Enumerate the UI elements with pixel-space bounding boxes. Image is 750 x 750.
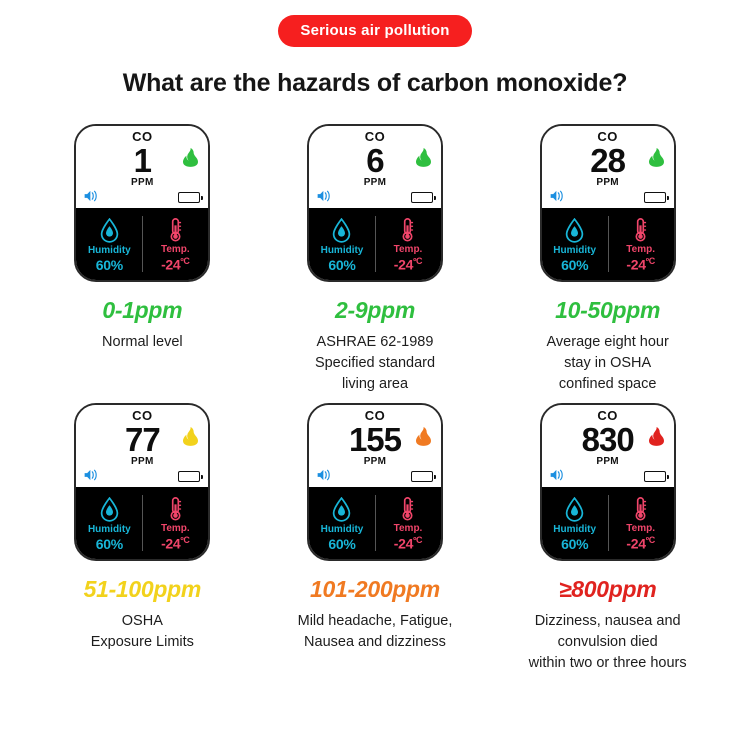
co-detector-device: [74, 124, 210, 282]
co-reading-value: 77: [124, 421, 160, 458]
battery-icon: [644, 471, 666, 482]
co-reading-value: 6: [366, 142, 384, 179]
hazard-description: [547, 332, 669, 395]
humidity-readout: [542, 208, 608, 280]
device-bottom-panel: [76, 487, 208, 559]
hazard-range-label: 0-1ppm: [102, 297, 183, 323]
co-label: CO: [132, 408, 153, 423]
status-badge: Serious air pollution: [278, 15, 471, 47]
temperature-readout: [608, 208, 674, 280]
ppm-unit-label: PPM: [596, 456, 619, 467]
speaker-icon: [549, 468, 565, 482]
hazard-desc-line: Normal level: [102, 334, 183, 350]
water-drop-icon: [564, 497, 585, 523]
humidity-value: 60%: [95, 256, 123, 273]
temperature-value: $-24^{ºC}$: [161, 256, 190, 273]
temperature-readout: [142, 487, 208, 559]
temperature-label: Temp.: [160, 244, 190, 256]
hazard-range-label: ≥800ppm: [558, 576, 657, 602]
flame-icon: [416, 148, 431, 167]
hazard-desc-line: Specified standard: [314, 355, 436, 371]
hazard-description: [102, 332, 183, 353]
flame-icon: [183, 148, 198, 167]
speaker-icon: [316, 468, 332, 482]
thermometer-icon: [168, 217, 183, 243]
humidity-readout: [309, 208, 375, 280]
temperature-label: Temp.: [393, 523, 423, 535]
temperature-label: Temp.: [393, 244, 423, 256]
temperature-label: Temp.: [626, 244, 656, 256]
thermometer-icon: [400, 496, 415, 522]
device-bottom-panel: [309, 208, 441, 280]
device-top-panel: [309, 405, 441, 487]
humidity-readout: [542, 487, 608, 559]
co-reading-value: 155: [348, 421, 402, 458]
humidity-value: 60%: [95, 535, 123, 552]
co-detector-device: [74, 403, 210, 561]
device-bottom-panel: [309, 487, 441, 559]
water-drop-icon: [331, 497, 352, 523]
speaker-icon: [83, 189, 99, 203]
speaker-icon: [83, 468, 99, 482]
hazard-range-label: 51-100ppm: [83, 576, 202, 602]
hazard-card: [259, 403, 492, 674]
temperature-value: $-24^{ºC}$: [626, 256, 655, 273]
hazard-description: [315, 332, 435, 395]
ppm-unit-label: PPM: [131, 177, 154, 188]
hazard-card: [259, 124, 492, 395]
humidity-value: 60%: [328, 535, 356, 552]
hazard-card: [26, 124, 259, 395]
water-drop-icon: [99, 497, 120, 523]
co-detector-device: [307, 403, 443, 561]
hazard-desc-line: OSHA: [121, 613, 163, 629]
temperature-label: Temp.: [626, 523, 656, 535]
hazard-desc-line: stay in OSHA: [564, 355, 652, 371]
page-title: What are the hazards of carbon monoxide?: [122, 69, 628, 97]
speaker-icon: [549, 189, 565, 203]
hazard-desc-line: ASHRAE 62-1989: [316, 334, 434, 350]
ppm-unit-label: PPM: [363, 456, 387, 467]
hazard-description: [91, 611, 194, 653]
thermometer-icon: [633, 217, 648, 243]
hazard-card: [26, 403, 259, 674]
hazard-desc-line: confined space: [558, 376, 657, 392]
flame-icon: [183, 427, 198, 446]
hazard-card: [491, 124, 724, 395]
badge-row: [0, 0, 750, 47]
hazard-desc-line: living area: [341, 376, 409, 392]
battery-icon: [178, 471, 200, 482]
temperature-value: $-24^{ºC}$: [393, 256, 423, 273]
battery-icon: [644, 192, 666, 203]
humidity-label: Humidity: [553, 244, 597, 256]
humidity-value: 60%: [561, 535, 589, 552]
hazard-range-label: 2-9ppm: [334, 297, 415, 323]
temperature-readout: [375, 208, 441, 280]
water-drop-icon: [564, 218, 585, 244]
humidity-label: Humidity: [553, 523, 597, 535]
co-detector-device: [307, 124, 443, 282]
temperature-value: $-24^{ºC}$: [393, 535, 423, 552]
ppm-unit-label: PPM: [596, 177, 619, 188]
battery-icon: [411, 192, 433, 203]
device-top-panel: [309, 126, 441, 208]
ppm-unit-label: PPM: [363, 177, 387, 188]
co-detector-device: [540, 403, 676, 561]
co-reading-value: 830: [581, 421, 634, 458]
co-detector-device: [540, 124, 676, 282]
battery-icon: [178, 192, 200, 203]
hazard-description: [298, 611, 453, 653]
hazard-range-label: 101-200ppm: [310, 576, 440, 602]
hazard-desc-line: Nausea and dizziness: [304, 634, 446, 650]
humidity-readout: [309, 487, 375, 559]
co-label: CO: [364, 129, 386, 144]
humidity-value: 60%: [328, 256, 356, 273]
co-reading-value: 1: [133, 142, 151, 179]
humidity-readout: [76, 487, 142, 559]
hazard-desc-line: convulsion died: [557, 634, 658, 650]
hazard-desc-line: Mild headache, Fatigue,: [297, 613, 453, 629]
temperature-readout: [375, 487, 441, 559]
temperature-value: $-24^{ºC}$: [626, 535, 655, 552]
temperature-readout: [608, 487, 674, 559]
device-top-panel: [76, 126, 208, 208]
device-top-panel: [542, 126, 674, 208]
thermometer-icon: [400, 217, 415, 243]
card-grid: [0, 124, 750, 674]
water-drop-icon: [99, 218, 120, 244]
device-bottom-panel: [542, 487, 674, 559]
hazard-range-label: 10-50ppm: [555, 297, 661, 323]
hazard-desc-line: Exposure Limits: [90, 634, 194, 650]
co-label: CO: [597, 408, 618, 423]
co-label: CO: [132, 129, 153, 144]
humidity-label: Humidity: [87, 244, 131, 256]
humidity-label: Humidity: [87, 523, 131, 535]
thermometer-icon: [168, 496, 183, 522]
water-drop-icon: [331, 218, 352, 244]
speaker-icon: [316, 189, 332, 203]
ppm-unit-label: PPM: [131, 456, 154, 467]
co-label: CO: [597, 129, 618, 144]
device-bottom-panel: [542, 208, 674, 280]
hazard-desc-line: Dizziness, nausea and: [534, 613, 681, 629]
device-top-panel: [542, 405, 674, 487]
co-reading-value: 28: [590, 142, 626, 179]
flame-icon: [649, 427, 664, 446]
humidity-value: 60%: [561, 256, 589, 273]
humidity-label: Humidity: [320, 523, 364, 535]
hazard-description: [529, 611, 687, 674]
device-top-panel: [76, 405, 208, 487]
temperature-value: $-24^{ºC}$: [161, 535, 190, 552]
co-label: CO: [364, 408, 386, 423]
hazard-desc-line: within two or three hours: [528, 655, 687, 671]
temperature-label: Temp.: [160, 523, 190, 535]
device-bottom-panel: [76, 208, 208, 280]
battery-icon: [411, 471, 433, 482]
thermometer-icon: [633, 496, 648, 522]
humidity-readout: [76, 208, 142, 280]
humidity-label: Humidity: [320, 244, 364, 256]
flame-icon: [649, 148, 664, 167]
flame-icon: [416, 427, 431, 446]
hazard-desc-line: Average eight hour: [546, 334, 669, 350]
hazard-card: [491, 403, 724, 674]
temperature-readout: [142, 208, 208, 280]
